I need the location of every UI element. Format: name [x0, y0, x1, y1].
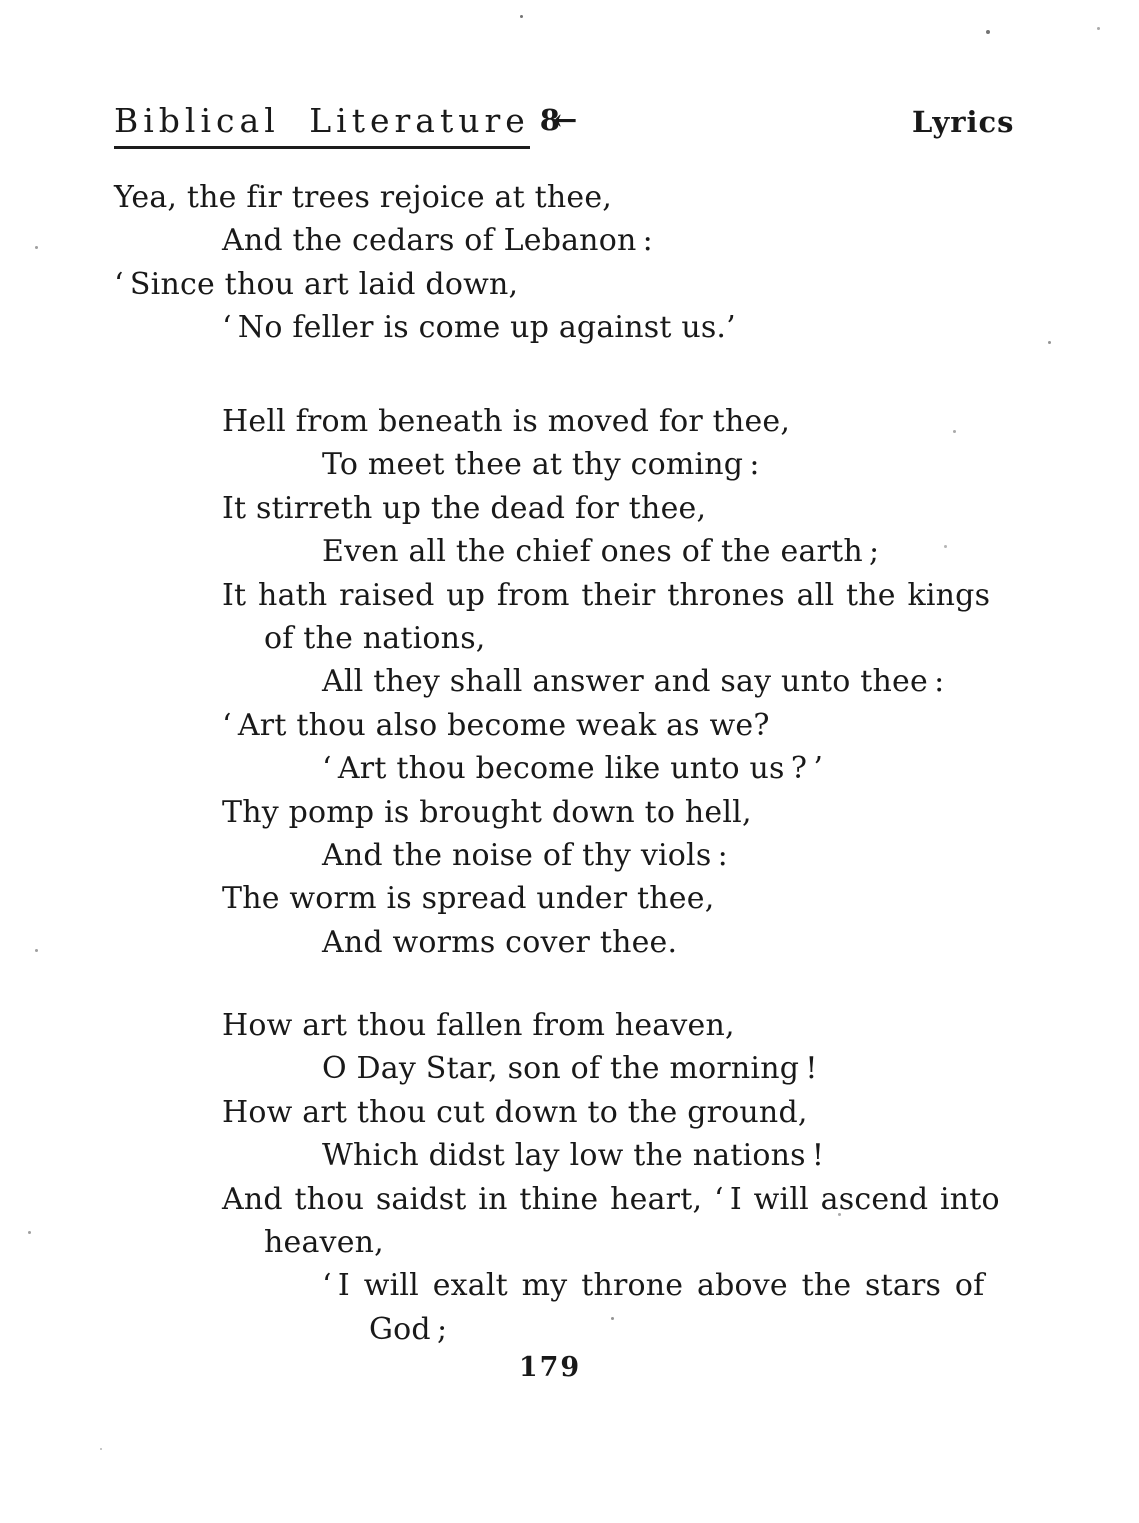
poem-line: Which didst lay low the nations !	[322, 1138, 825, 1174]
poem-line: God ;	[369, 1311, 448, 1347]
fleuron-arrow-icon: 8←	[539, 103, 571, 137]
scan-speck	[35, 949, 38, 952]
poem-line: Even all the chief ones of the earth ;	[322, 534, 880, 570]
poem-line: It hath raised up from their thrones all the kings	[222, 577, 991, 613]
section-title	[114, 101, 571, 149]
poem-line: And thou saidst in thine heart, ‘ I will ascend into	[222, 1181, 1000, 1217]
poem-line: O Day Star, son of the morning !	[322, 1051, 818, 1087]
poem-line: All they shall answer and say unto thee :	[322, 664, 945, 700]
poem-line: of the nations,	[264, 621, 486, 657]
poem-line: ‘ Since thou art laid down,	[114, 266, 519, 302]
poem-line: It stirreth up the dead for thee,	[222, 490, 707, 526]
page-category-label: Lyrics	[912, 105, 1015, 139]
scan-speck	[953, 430, 956, 433]
poem-line: heaven,	[264, 1225, 384, 1261]
poem-line: The worm is spread under thee,	[222, 881, 715, 917]
page-number: 179	[518, 1352, 582, 1383]
stanza-2	[114, 400, 1139, 964]
poem-line: How art thou cut down to the ground,	[222, 1094, 808, 1130]
poem-line: Thy pomp is brought down to hell,	[222, 794, 752, 830]
scan-speck	[986, 30, 990, 34]
poem-line: Hell from beneath is moved for thee,	[222, 404, 791, 439]
poem-line: Yea, the fir trees rejoice at thee,	[114, 180, 613, 215]
poem-line: And the cedars of Lebanon :	[222, 223, 653, 259]
scan-speck	[28, 1231, 31, 1234]
scan-speck	[520, 15, 523, 18]
stanza-1	[114, 176, 1139, 350]
poem-line: ‘ Art thou also become weak as we?	[222, 707, 770, 743]
scan-speck	[944, 545, 947, 548]
poem-line: How art thou fallen from heaven,	[222, 1008, 735, 1043]
scan-speck	[100, 1448, 102, 1450]
scan-speck	[611, 1317, 614, 1320]
stanza-3	[114, 1004, 1139, 1351]
scan-speck	[35, 246, 38, 249]
scan-speck	[838, 1213, 841, 1216]
poem-line: ‘ I will exalt my throne above the stars of	[322, 1268, 985, 1304]
scan-speck	[1048, 341, 1051, 344]
poem-line: To meet thee at thy coming :	[322, 447, 760, 483]
poem-line: And the noise of thy viols :	[322, 838, 728, 874]
poem-line: ‘ No feller is come up against us.’	[222, 310, 736, 346]
section-title-text: Biblical Literature	[114, 104, 530, 149]
poem-line: And worms cover thee.	[322, 924, 678, 960]
scan-speck	[1097, 27, 1100, 30]
poem-line: ‘ Art thou become like unto us ? ’	[322, 751, 824, 787]
